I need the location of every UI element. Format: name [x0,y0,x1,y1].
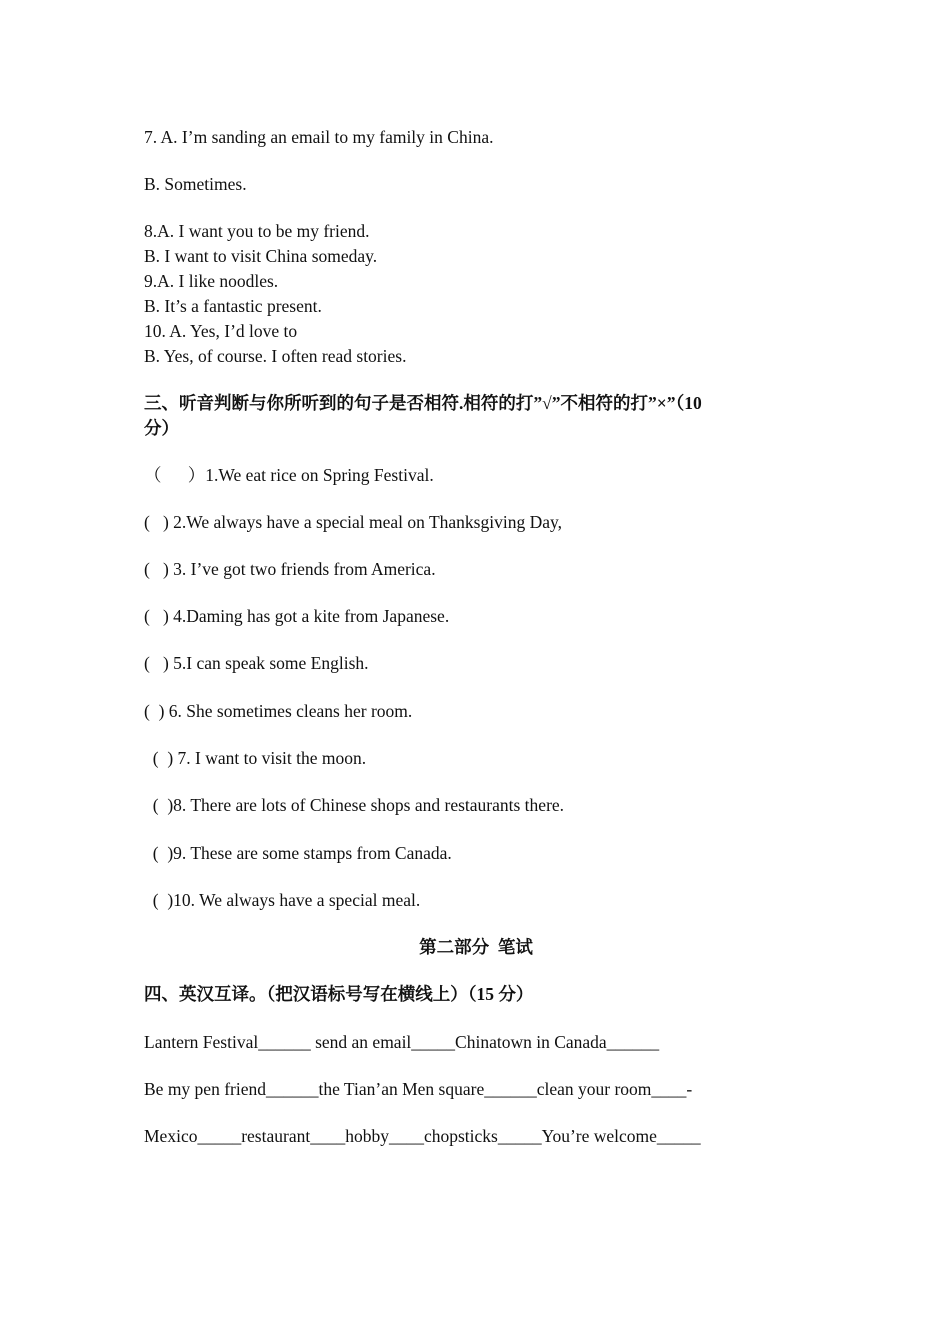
part2-title: 第二部分 笔试 [419,937,533,957]
judge-item: ( ) 4.Daming has got a kite from Japanese. [144,606,450,626]
q9-option-a: 9.A. I like noodles. [144,271,279,291]
judge-item: ( ) 2.We always have a special meal on Thanksgiving Day, [144,512,562,532]
q7-option-a: 7. A. I’m sanding an email to my family in China. [144,127,494,147]
q8-option-a: 8.A. I want you to be my friend. [144,221,370,241]
q9-option-b: B. It’s a fantastic present. [144,296,322,316]
translation-line: Lantern Festival______ send an email_____Chinatown in Canada______ [144,1032,660,1052]
q7-option-b: B. Sometimes. [144,174,247,194]
translation-line: Mexico_____restaurant____hobby____chopsticks_____You’re welcome_____ [144,1126,701,1146]
judge-item: ( ) 6. She sometimes cleans her room. [144,701,413,721]
translation-line: Be my pen friend______the Tian’an Men square______clean your room____- [144,1079,693,1099]
section4-heading: 四、英汉互译。（把汉语标号写在横线上）（15 分） [144,984,534,1004]
judge-item: （ ）1.We eat rice on Spring Festival. [144,465,434,485]
judge-item: ( ) 3. I’ve got two friends from America. [144,559,436,579]
q10-option-a: 10. A. Yes, I’d love to [144,321,298,341]
judge-item: ( )9. These are some stamps from Canada. [144,843,452,863]
judge-item: ( )10. We always have a special meal. [144,890,421,910]
judge-item: ( )8. There are lots of Chinese shops and restaurants there. [144,795,565,815]
judge-item: ( ) 5.I can speak some English. [144,653,369,673]
section3-heading-cont: 分） [144,418,179,438]
q10-option-b: B. Yes, of course. I often read stories. [144,346,407,366]
q8-option-b: B. I want to visit China someday. [144,246,378,266]
judge-item: ( ) 7. I want to visit the moon. [144,748,367,768]
section3-heading: 三、听音判断与你所听到的句子是否相符.相符的打”√”不相符的打”×”（10 [144,393,702,413]
